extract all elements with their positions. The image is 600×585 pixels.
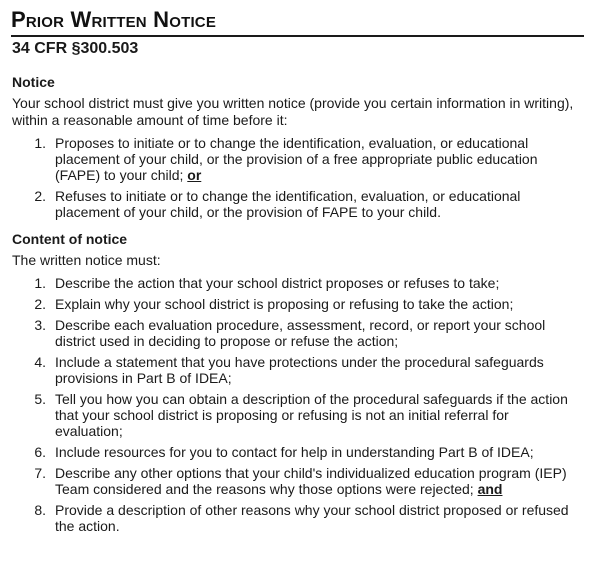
regulation-citation: 34 CFR §300.503: [12, 40, 139, 57]
document-title: Prior Written Notice: [11, 7, 217, 32]
list-item-number: 2.: [34, 296, 46, 312]
list-item-body: Include resources for you to contact for help in understanding Part B of IDEA;: [55, 444, 534, 460]
list-item-body: Include a statement that you have protections under the procedural safeguards provisions in Part B of IDEA;: [55, 354, 544, 386]
list-item: [11, 188, 586, 220]
section-heading-notice: Notice: [12, 74, 55, 90]
list-conjunction: and: [477, 481, 503, 497]
title-divider: [11, 35, 584, 37]
list-item-body: Explain why your school district is proposing or refusing to take the action;: [55, 296, 514, 312]
list-item-body: Provide a description of other reasons why your school district proposed or refused the action.: [55, 502, 569, 534]
list-item-body: Tell you how you can obtain a description of the procedural safeguards if the action that your school district is proposing or refusing is not an initial referral for evaluation;: [55, 391, 568, 439]
list-item: [11, 275, 586, 291]
notice-list: [11, 135, 586, 220]
list-item-number: 5.: [34, 391, 46, 407]
list-item: [11, 135, 586, 183]
list-item: [11, 465, 586, 497]
list-item-text: [55, 296, 586, 312]
list-item-body: Describe any other options that your child's individualized education program (IEP) Team considered and the reasons why those options were rejected;: [55, 465, 567, 497]
list-item-text: [55, 317, 586, 349]
list-item-text: [55, 444, 586, 460]
list-item-text: [55, 188, 586, 220]
list-item-text: [55, 391, 586, 439]
list-item-number: 8.: [34, 502, 46, 518]
list-item-text: [55, 135, 586, 183]
list-item-number: 4.: [34, 354, 46, 370]
list-item-body: Describe each evaluation procedure, assessment, record, or report your school district used in deciding to propose or refuse the action;: [55, 317, 546, 349]
list-item-body: Refuses to initiate or to change the identification, evaluation, or educational placement of your child, or the provision of FAPE to your child.: [55, 188, 521, 220]
list-item: [11, 354, 586, 386]
content-list: [11, 275, 586, 534]
list-item-text: [55, 465, 586, 497]
list-item: [11, 317, 586, 349]
list-item-text: [55, 354, 586, 386]
list-item: [11, 296, 586, 312]
list-item-body: Proposes to initiate or to change the identification, evaluation, or educational placement of your child, or the provision of a free appropriate public education (FAPE) to your child;: [55, 135, 538, 183]
list-conjunction: or: [187, 167, 202, 183]
list-item-body: Describe the action that your school district proposes or refuses to take;: [55, 275, 500, 291]
list-item-number: 7.: [34, 465, 46, 481]
list-item: [11, 502, 586, 534]
section-intro-content: The written notice must:: [12, 252, 161, 268]
list-item-number: 6.: [34, 444, 46, 460]
section-heading-content-of-notice: Content of notice: [12, 231, 128, 247]
list-item: [11, 444, 586, 460]
list-item-number: 1.: [34, 135, 46, 151]
list-item: [11, 391, 586, 439]
list-item-text: [55, 502, 586, 534]
list-item-number: 3.: [34, 317, 46, 333]
list-item-number: 2.: [34, 188, 46, 204]
section-intro-notice: Your school district must give you written notice (provide you certain information in writing), within a reasonable amount of time before it:: [12, 95, 574, 128]
list-item-number: 1.: [34, 275, 46, 291]
list-item-text: [55, 275, 586, 291]
